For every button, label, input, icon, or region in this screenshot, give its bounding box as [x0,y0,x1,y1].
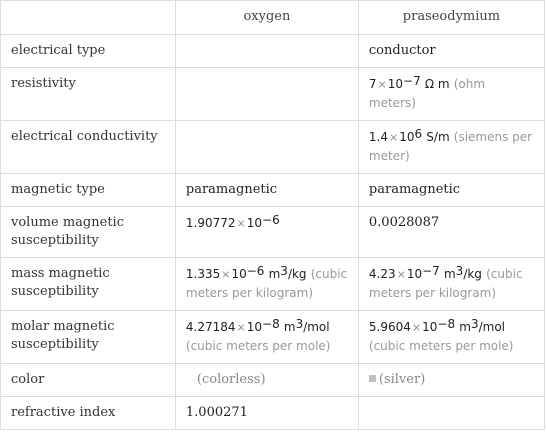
times-sign: × [377,78,387,91]
unit-tail: /kg [287,267,307,281]
oxygen-value [175,311,358,364]
unit: Ω m [424,77,450,91]
unit: m [443,267,456,281]
praseodymium-value [358,68,544,121]
mantissa: 7 [368,77,377,91]
base: 10 [231,267,247,281]
exponent: −7 [422,264,440,278]
unit: m [283,320,296,334]
mantissa: 4.27184 [185,320,236,334]
row-label: mass magnetic susceptibility [1,258,176,311]
times-sign: × [236,321,246,334]
header-row [1,1,545,35]
praseodymium-value: conductor [358,35,544,68]
unit-exponent: 3 [470,317,479,331]
base: 10 [406,267,423,281]
base: 10 [246,216,263,230]
exponent: −8 [262,317,280,331]
base: 10 [422,320,438,334]
row-electrical-conductivity [1,121,545,174]
row-label: electrical conductivity [1,121,176,174]
oxygen-value [175,364,358,397]
exponent: −6 [246,264,265,278]
row-color [1,364,545,397]
times-sign: × [389,131,399,144]
times-sign: × [411,321,422,334]
unit: m [459,320,471,334]
row-electrical-type [1,35,545,68]
row-molar-magnetic-susceptibility [1,311,545,364]
praseodymium-value [358,121,544,174]
row-label: electrical type [1,35,176,68]
unit: m [268,267,281,281]
row-magnetic-type [1,174,545,207]
oxygen-value [175,35,358,68]
row-refractive-index [1,397,545,430]
praseodymium-value: paramagnetic [358,174,544,207]
base: 10 [246,320,263,334]
unit-description: (ohm meters) [368,77,486,110]
praseodymium-value [358,311,544,364]
unit-exponent: 3 [455,264,464,278]
unit-exponent: 3 [280,264,288,278]
unit-tail: /mol [303,320,330,334]
row-resistivity [1,68,545,121]
oxygen-value: paramagnetic [175,174,358,207]
oxygen-value [175,121,358,174]
mantissa: 4.23 [368,267,396,281]
oxygen-value: 1.000271 [175,397,358,430]
unit-exponent: 3 [295,317,304,331]
exponent: −6 [262,213,280,227]
row-label: refractive index [1,397,176,430]
oxygen-value [175,207,358,258]
unit-description: (cubic meters per mole) [185,339,331,353]
praseodymium-value [358,397,544,430]
exponent: −8 [437,317,456,331]
unit-tail: /mol [478,320,506,334]
row-label: resistivity [1,68,176,121]
unit-tail: /kg [463,267,482,281]
praseodymium-value [358,364,544,397]
unit: S/m [426,130,450,144]
unit-description: (cubic meters per mole) [368,339,514,353]
praseodymium-value: 0.0028087 [358,207,544,258]
header-praseodymium: praseodymium [358,1,544,35]
exponent: 6 [414,127,423,141]
praseodymium-value [358,258,544,311]
unit-description: (siemens per meter) [368,130,533,163]
times-sign: × [396,268,406,281]
unit-description: (cubic meters per kilogram) [368,267,523,300]
base: 10 [399,130,415,144]
oxygen-value [175,68,358,121]
mantissa: 5.9604 [368,320,411,334]
header-empty-cell [1,1,176,35]
oxygen-value [175,258,358,311]
row-label: color [1,364,176,397]
unit-description: (cubic meters per kilogram) [185,267,348,300]
times-sign: × [221,268,231,281]
header-oxygen: oxygen [175,1,358,35]
mantissa: 1.335 [185,267,221,281]
mantissa: 1.4 [368,130,388,144]
times-sign: × [236,217,246,230]
silver-swatch-icon [369,375,376,382]
row-volume-magnetic-susceptibility [1,207,545,258]
row-label: molar magnetic susceptibility [1,311,176,364]
exponent: −7 [403,74,421,88]
row-label: magnetic type [1,174,176,207]
color-text: (silver) [378,372,426,387]
row-label: volume magnetic susceptibility [1,207,176,258]
mantissa: 1.90772 [185,216,236,230]
color-text: (colorless) [196,372,266,387]
base: 10 [387,77,404,91]
row-mass-magnetic-susceptibility [1,258,545,311]
